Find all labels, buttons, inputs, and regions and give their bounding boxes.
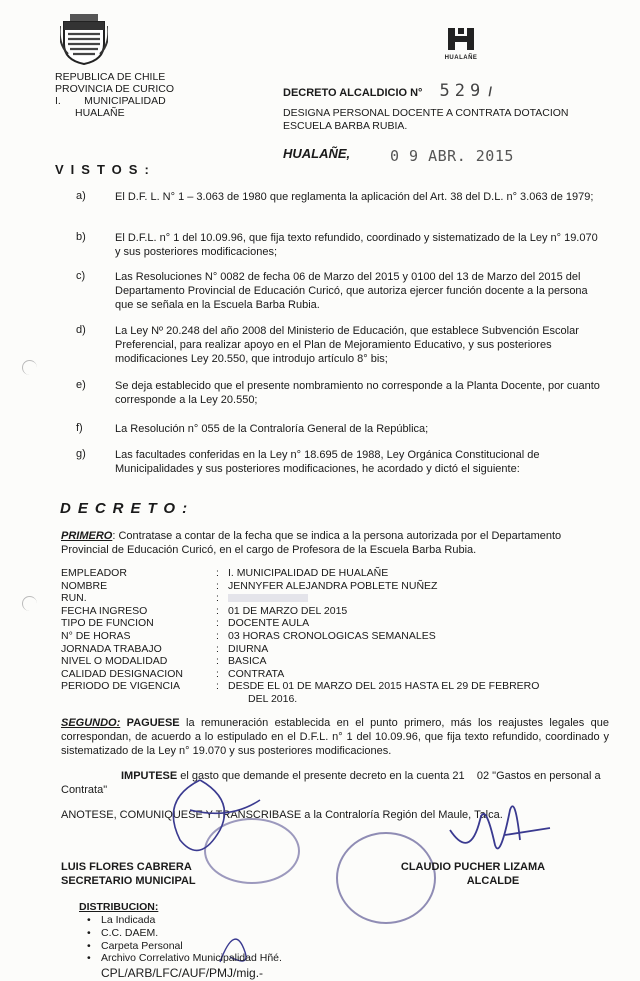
- list-item: • Carpeta Personal: [87, 940, 282, 953]
- distribution-title: DISTRIBUCION:: [79, 901, 159, 913]
- table-row: RUN. :: [61, 592, 539, 605]
- item-text: Las facultades conferidas en la Ley n° 18.695 de 1988, Ley Orgánica Constitucional de Municipalidades y sus posteriores modificaciones, he acordado y dictó el siguiente:: [115, 449, 540, 475]
- item-letter: d): [76, 324, 86, 336]
- table-row: PERIODO DE VIGENCIA : DESDE EL 01 DE MARZO DEL 2015 HASTA EL 29 DE FEBRERO: [61, 680, 540, 693]
- segundo-lead: PAGUESE: [126, 717, 180, 729]
- table-row: CALIDAD DESIGNACION : CONTRATA: [61, 668, 539, 681]
- imputese-text: el gasto que demande el presente decreto en la cuenta 21 02 "Gastos en personal a Contrata": [61, 770, 604, 796]
- table-row: [61, 693, 539, 706]
- issuer-line: HUALAÑE: [75, 107, 125, 119]
- item-text: El D.F. L. N° 1 – 3.063 de 1980 que reglamenta la aplicación del Art. 38 del D.L. n° 3.063 de 1979;: [115, 191, 594, 203]
- signatory-left-title: SECRETARIO MUNICIPAL: [61, 875, 196, 887]
- issuer-line: REPUBLICA DE CHILE: [55, 71, 166, 83]
- primero-paragraph: [61, 529, 609, 557]
- appointment-fields: [61, 567, 539, 706]
- field-label: NOMBRE: [61, 579, 108, 592]
- item-letter: g): [76, 448, 86, 460]
- vistos-title: VISTOS:: [55, 162, 156, 177]
- anotese-line: ANOTESE, COMUNIQUESE Y TRANSCRIBASE a la Contraloría Región del Maule, Talca.: [61, 809, 503, 821]
- distribution-block: [79, 901, 282, 980]
- decree-number: 529: [439, 81, 486, 101]
- table-row: NOMBRE : JENNYFER ALEJANDRA POBLETE NUÑEZ: [61, 580, 539, 593]
- distribution-footer: CPL/ARB/LFC/AUF/PMJ/mig.-: [101, 966, 264, 981]
- decree-label: DECRETO ALCALDICIO N°: [283, 87, 423, 99]
- punch-hole-mark-icon: [22, 360, 37, 375]
- segundo-label: SEGUNDO:: [61, 717, 121, 729]
- field-value: DOCENTE AULA: [228, 617, 310, 630]
- municipal-crest-icon: [60, 14, 108, 66]
- field-label: [61, 693, 216, 706]
- table-row: JORNADA TRABAJO : DIURNA: [61, 643, 539, 656]
- signature-right-icon: [440, 790, 560, 865]
- signatory-right-title: ALCALDE: [466, 875, 520, 887]
- date-stamp: 0 9 ABR. 2015: [390, 147, 514, 165]
- item-text: El D.F.L. n° 1 del 10.09.96, que fija texto refundido, coordinado y sistematizado de la Ley n° 19.070 y sus posteriores modificaciones;: [115, 232, 598, 258]
- item-letter: e): [76, 379, 86, 391]
- issuer-line: PROVINCIA DE CURICO: [55, 83, 175, 95]
- signatory-right: [388, 860, 558, 888]
- list-item: • La Indicada: [87, 914, 282, 927]
- hualane-logo-icon: [444, 26, 478, 61]
- table-row: NIVEL O MODALIDAD : BASICA: [61, 655, 539, 668]
- field-value: 03 HORAS CRONOLOGICAS SEMANALES: [228, 629, 436, 642]
- field-label: EMPLEADOR: [61, 567, 127, 579]
- signatory-left: [61, 860, 196, 888]
- primero-label: PRIMERO: [61, 530, 113, 542]
- signature-left-icon: [140, 770, 280, 865]
- field-value: DIURNA: [228, 642, 269, 655]
- item-text: La Resolución n° 055 de la Contraloría General de la República;: [115, 423, 429, 435]
- table-row: FECHA INGRESO : 01 DE MARZO DEL 2015: [61, 605, 539, 618]
- field-value: JENNYFER ALEJANDRA POBLETE NUÑEZ: [228, 579, 438, 592]
- table-row: EMPLEADOR : I. MUNICIPALIDAD DE HUALAÑE: [61, 567, 539, 580]
- field-value: DEL 2016.: [248, 692, 298, 705]
- field-label: PERIODO DE VIGENCIA: [61, 680, 181, 693]
- field-value: 01 DE MARZO DEL 2015: [228, 604, 348, 617]
- logo-wordmark: HUALAÑE: [444, 55, 478, 61]
- field-value: I. MUNICIPALIDAD DE HUALAÑE: [228, 567, 389, 579]
- punch-hole-mark-icon: [22, 596, 37, 611]
- segundo-text: la remuneración establecida en el punto primero, más los reajustes legales que correspondan, de acuerdo a lo estipulado en el D.F.L. n° 1 del 10.09.96, que fija texto refundido, coordinado y sistematizado de la Ley n° 19.070 y sus posteriores modificaciones.: [61, 717, 610, 757]
- issuer-block: [55, 71, 235, 119]
- decree-subject: DESIGNA PERSONAL DOCENTE A CONTRATA DOTACION ESCUELA BARBA RUBIA.: [283, 107, 569, 132]
- field-label: N° DE HORAS: [61, 629, 131, 642]
- field-label: TIPO DE FUNCION: [61, 617, 154, 630]
- field-value: BASICA: [228, 655, 267, 668]
- list-item: • Archivo Correlativo Municipalidad Hñé.: [87, 952, 282, 965]
- field-label: CALIDAD DESIGNACION: [61, 667, 183, 680]
- imputese-lead: IMPUTESE: [121, 770, 178, 782]
- signatory-right-name: CLAUDIO PUCHER LIZAMA: [400, 861, 546, 873]
- field-value-redacted: [228, 592, 539, 605]
- segundo-paragraph: [61, 716, 609, 758]
- primero-text: : Contratase a contar de la fecha que se indica a la persona autorizada por el Departamento Provincial de Educación Curicó, en el cargo de Profesora de la Escuela Barba Rubia.: [61, 530, 562, 556]
- item-letter: b): [76, 231, 86, 243]
- distribution-list: [87, 914, 282, 965]
- item-text: Las Resoluciones N° 0082 de fecha 06 de Marzo del 2015 y 0100 del 13 de Marzo del 2015 del Departamento Provincial de Educación Curicó, que autoriza ejercer función docente a la persona que se señala en la Escuela Barba Rubia.: [115, 271, 588, 311]
- list-item: • C.C. DAEM.: [87, 927, 282, 940]
- signatory-left-name: LUIS FLORES CABRERA: [61, 861, 192, 873]
- decree-title: DECRETO ALCALDICIO N° 529 /: [283, 81, 492, 101]
- field-label: JORNADA TRABAJO: [61, 642, 162, 655]
- item-text: La Ley Nº 20.248 del año 2008 del Ministerio de Educación, que establece Subvención Escolar Preferencial, para realizar apoyo en el Plan de Mejoramiento Educativo, y sus posteriores modificaciones Ley 20.550, que introdujo artículo 8° bis;: [115, 325, 579, 365]
- item-letter: a): [76, 190, 86, 202]
- field-value: DESDE EL 01 DE MARZO DEL 2015 HASTA EL 29 DE FEBRERO: [228, 680, 540, 693]
- decreto-title: DECRETO:: [60, 500, 195, 517]
- item-letter: f): [76, 422, 83, 434]
- table-row: N° DE HORAS : 03 HORAS CRONOLOGICAS SEMANALES: [61, 630, 539, 643]
- field-label: RUN.: [61, 592, 87, 605]
- table-row: TIPO DE FUNCION : DOCENTE AULA: [61, 617, 539, 630]
- place: HUALAÑE,: [283, 146, 351, 161]
- item-letter: c): [76, 270, 86, 282]
- field-label: FECHA INGRESO: [61, 604, 148, 617]
- field-label: NIVEL O MODALIDAD: [61, 655, 168, 668]
- field-value: CONTRATA: [228, 667, 285, 680]
- issuer-line: I. MUNICIPALIDAD: [55, 95, 166, 107]
- item-text: Se deja establecido que el presente nombramiento no corresponde a la Planta Docente, por cuanto corresponde a la Ley 20.550;: [115, 380, 600, 406]
